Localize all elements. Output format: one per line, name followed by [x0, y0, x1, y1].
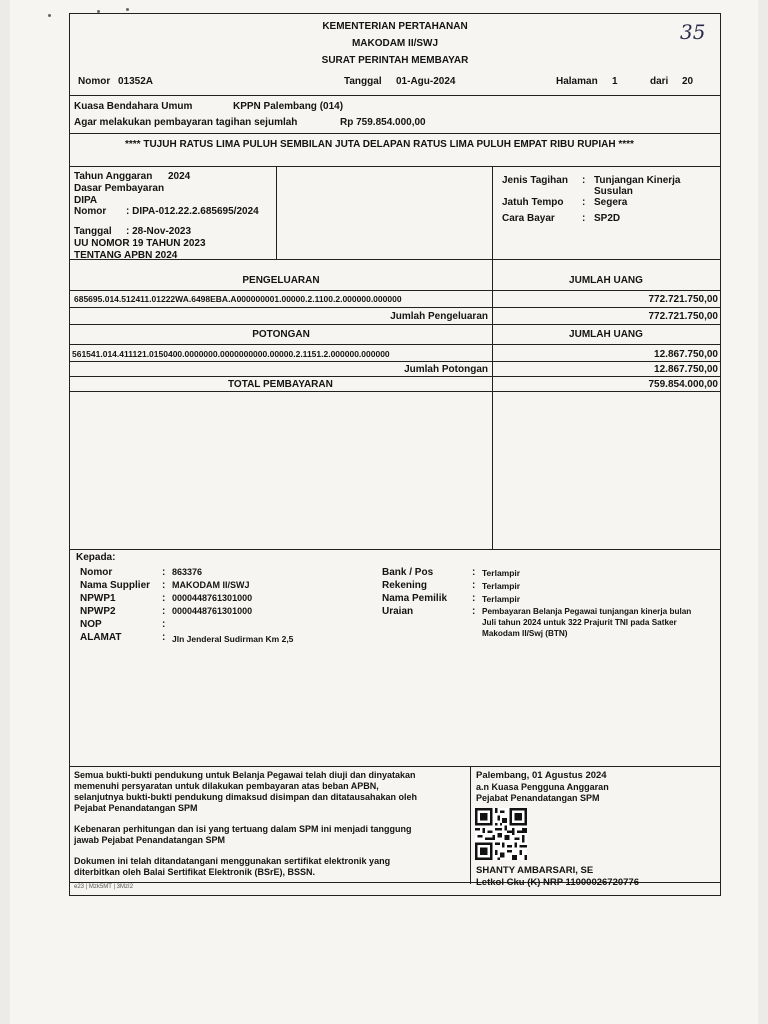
pengeluaran-account-code: 685695.014.512411.01222WA.6498EBA.A000000001.00000.2.1100.2.000000.000000	[74, 294, 402, 304]
place-date: Palembang, 01 Agustus 2024	[476, 770, 607, 781]
tahun-anggaran-value: 2024	[168, 171, 191, 182]
kepada-npwp2-label: NPWP2	[80, 606, 116, 617]
total-pembayaran-amount: 759.854.000,00	[648, 379, 718, 390]
pengeluaran-header: PENGELUARAN	[242, 275, 320, 286]
agar-label: Agar melakukan pembayaran tagihan sejumlah	[74, 117, 298, 128]
dari-label: dari	[650, 76, 669, 87]
jumlah-potongan-amount: 12.867.750,00	[654, 364, 718, 375]
bank-label: Bank / Pos	[382, 567, 434, 578]
nama-pemilik-label: Nama Pemilik	[382, 593, 448, 604]
divider	[492, 259, 493, 549]
jatuh-tempo-label: Jatuh Tempo	[502, 197, 564, 208]
divider	[470, 766, 471, 884]
divider	[70, 290, 720, 291]
divider	[70, 166, 720, 167]
kepada-title: Kepada:	[76, 552, 116, 563]
unit-title: MAKODAM II/SWJ	[351, 38, 439, 49]
jenis-tagihan-value: Tunjangan Kinerja	[594, 175, 681, 186]
footer-statement-1b: memenuhi persyaratan untuk dilakukan pembayaran atas beban APBN,	[74, 781, 379, 791]
halaman-label: Halaman	[556, 76, 598, 87]
divider	[70, 133, 720, 134]
kuasa-value: KPPN Palembang (014)	[233, 101, 344, 112]
kepada-alamat-value: Jln Jenderal Sudirman Km 2,5	[172, 634, 294, 644]
footer-statement-1c: selanjutnya bukti-bukti pendukung dimaksud disimpan dan ditatausahakan oleh	[74, 792, 418, 802]
nama-pemilik-value: Terlampir	[482, 594, 521, 604]
tahun-anggaran-label: Tahun Anggaran	[74, 171, 153, 182]
divider	[492, 166, 493, 259]
kepada-alamat-label: ALAMAT	[80, 632, 122, 643]
ministry-title: KEMENTERIAN PERTAHANAN	[322, 21, 468, 32]
colon: :	[582, 213, 586, 224]
divider	[70, 361, 720, 362]
uraian-label: Uraian	[382, 606, 414, 617]
potongan-amount: 12.867.750,00	[654, 349, 718, 360]
divider	[70, 259, 720, 260]
colon: :	[162, 580, 166, 591]
kuasa-label: Kuasa Bendahara Umum	[74, 101, 193, 112]
rekening-value: Terlampir	[482, 581, 521, 591]
jumlah-uang-header-2: JUMLAH UANG	[569, 329, 643, 340]
footer-statement-3b: diterbitkan oleh Balai Sertifikat Elektronik (BSrE), BSSN.	[74, 867, 316, 877]
signer-rank-nrp: Letkol Cku (K) NRP 11000026720776	[476, 877, 639, 888]
colon: :	[582, 197, 586, 208]
dasar-pembayaran-label: Dasar Pembayaran	[74, 183, 165, 194]
kepada-nop-label: NOP	[80, 619, 102, 630]
colon: :	[162, 606, 166, 617]
nomor-value: 01352A	[118, 76, 154, 87]
cara-bayar-value: SP2D	[594, 213, 621, 224]
uraian-value-2: Juli tahun 2024 untuk 322 Prajurit TNI pada Satker	[482, 618, 677, 627]
qr-code-icon	[474, 808, 528, 860]
divider	[70, 766, 720, 767]
spm-form	[69, 13, 721, 896]
divider	[70, 549, 720, 550]
colon: :	[582, 175, 586, 186]
uu-line2: TENTANG APBN 2024	[74, 250, 178, 261]
uu-line1: UU NOMOR 19 TAHUN 2023	[74, 238, 206, 249]
divider	[70, 307, 720, 308]
jatuh-tempo-value: Segera	[594, 197, 628, 208]
jenis-tagihan-label: Jenis Tagihan	[502, 175, 568, 186]
footer-statement-1a: Semua bukti-bukti pendukung untuk Belanja Pegawai telah diuji dan dinyatakan	[74, 770, 416, 780]
divider	[70, 95, 720, 96]
footer-statement-3a: Dokumen ini telah ditandatangani menggunakan sertifikat elektronik yang	[74, 856, 391, 866]
amount-total: Rp 759.854.000,00	[340, 117, 426, 128]
nomor-label: Nomor	[78, 76, 111, 87]
colon: :	[162, 593, 166, 604]
pengeluaran-amount: 772.721.750,00	[648, 294, 718, 305]
colon: :	[162, 632, 166, 643]
on-behalf-of: a.n Kuasa Pengguna Anggaran	[476, 782, 609, 792]
potongan-account-code: 561541.014.411121.0150400.0000000.0000000000.00000.2.1151.2.000000.000000	[72, 349, 390, 359]
signing-official-title: Pejabat Penandatangan SPM	[476, 793, 600, 803]
scan-speck	[48, 14, 51, 17]
bank-value: Terlampir	[482, 568, 521, 578]
colon: :	[162, 619, 166, 630]
divider	[276, 166, 277, 259]
dari-value: 20	[682, 76, 694, 87]
divider	[70, 376, 720, 377]
divider	[70, 344, 720, 345]
dipa-tanggal-label: Tanggal	[74, 226, 112, 237]
cara-bayar-label: Cara Bayar	[502, 213, 555, 224]
footer-statement-2b: jawab Pejabat Penandatangan SPM	[74, 835, 226, 845]
dipa-tanggal-value: : 28-Nov-2023	[126, 226, 192, 237]
kepada-npwp1-value: 0000448761301000	[172, 593, 253, 603]
dipa-nomor-label: Nomor	[74, 206, 107, 217]
colon: :	[162, 567, 166, 578]
jumlah-pengeluaran-label: Jumlah Pengeluaran	[390, 311, 488, 322]
handwritten-page-number: 35	[680, 20, 706, 44]
dipa-nomor-value: : DIPA-012.22.2.685695/2024	[126, 206, 259, 217]
kepada-npwp2-value: 0000448761301000	[172, 606, 253, 616]
footer-statement-2a: Kebenaran perhitungan dan isi yang tertuang dalam SPM ini menjadi tanggung	[74, 824, 412, 834]
tanggal-label: Tanggal	[344, 76, 382, 87]
colon: :	[472, 606, 476, 617]
colon: :	[472, 580, 476, 591]
colon: :	[472, 567, 476, 578]
kepada-supplier-value: MAKODAM II/SWJ	[172, 580, 250, 590]
terbilang-text: **** TUJUH RATUS LIMA PULUH SEMBILAN JUTA DELAPAN RATUS LIMA PULUH EMPAT RIBU RUPIAH ****	[125, 139, 634, 150]
kepada-nomor-value: 863376	[172, 567, 203, 577]
total-pembayaran-label: TOTAL PEMBAYARAN	[228, 379, 333, 390]
potongan-header: POTONGAN	[252, 329, 310, 340]
document-title: SURAT PERINTAH MEMBAYAR	[321, 55, 469, 66]
rekening-label: Rekening	[382, 580, 428, 591]
jumlah-potongan-label: Jumlah Potongan	[404, 364, 488, 375]
uraian-value-3: Makodam II/Swj (BTN)	[482, 629, 568, 638]
jenis-tagihan-value-2: Susulan	[594, 186, 633, 197]
dipa-label: DIPA	[74, 195, 98, 206]
uraian-value: Pembayaran Belanja Pegawai tunjangan kinerja bulan	[482, 607, 692, 616]
halaman-value: 1	[612, 76, 618, 87]
tanggal-value: 01-Agu-2024	[396, 76, 456, 87]
divider	[70, 324, 720, 325]
footer-statement-1d: Pejabat Penandatangan SPM	[74, 803, 198, 813]
document-hash: e23 | Mzk5MT | 3MzI2	[74, 884, 134, 890]
signer-name: SHANTY AMBARSARI, SE	[476, 865, 594, 876]
jumlah-uang-header: JUMLAH UANG	[569, 275, 643, 286]
divider	[70, 391, 720, 392]
kepada-nomor-label: Nomor	[80, 567, 113, 578]
jumlah-pengeluaran-amount: 772.721.750,00	[648, 311, 718, 322]
kepada-npwp1-label: NPWP1	[80, 593, 116, 604]
scan-speck	[126, 8, 129, 11]
colon: :	[472, 593, 476, 604]
kepada-supplier-label: Nama Supplier	[80, 580, 151, 591]
